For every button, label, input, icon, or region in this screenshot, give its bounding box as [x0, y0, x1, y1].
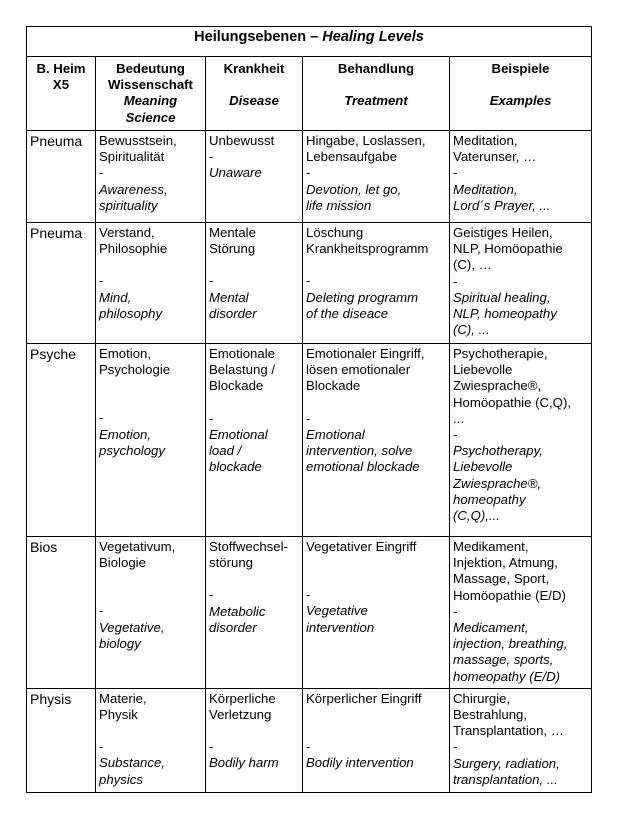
treatment-english-line: Vegetative	[306, 603, 368, 619]
separator-dash: -	[99, 273, 104, 289]
separator-dash: -	[99, 739, 104, 755]
treatment-german-line: lösen emotionaler	[306, 362, 411, 378]
separator-dash: -	[306, 273, 311, 289]
meaning-german-line: Bewusstsein,	[99, 133, 177, 148]
level-cell: Pneuma	[27, 223, 96, 344]
treatment-english-line: Devotion, let go,	[306, 181, 402, 197]
disease-german-line: Verletzung	[209, 707, 272, 723]
disease-german-line: störung	[209, 555, 253, 571]
examples-english-line: Lord´s Prayer, ...	[453, 197, 551, 213]
examples-german-line: Geistiges Heilen,	[453, 225, 553, 240]
disease-german-line: Belastung /	[209, 362, 275, 378]
examples-english-line: homeopathy (E/D)	[453, 668, 561, 684]
meaning-german-line: Vegetativum,	[99, 539, 176, 554]
meaning-german-line: Spiritualität	[99, 149, 165, 165]
separator-dash: -	[453, 603, 458, 619]
disease-german-line: Unbewusst	[209, 133, 275, 148]
meaning-english-line: spirituality	[99, 197, 158, 213]
examples-english-line: transplantation, ...	[453, 771, 558, 787]
level-cell: Pneuma	[27, 131, 96, 223]
header-row	[27, 57, 592, 131]
examples-german-line: Vaterunser, …	[453, 149, 537, 165]
examples-german-line: ...	[453, 410, 464, 426]
disease-german-line: Körperliche	[209, 690, 276, 706]
disease-german-line: Blockade	[209, 378, 264, 394]
treatment-english-line: of the diseace	[306, 305, 389, 321]
examples-english-line: (C,Q),...	[453, 508, 500, 524]
treatment-english-line: Emotional	[306, 426, 365, 442]
meaning-english-line: philosophy	[99, 305, 163, 321]
examples-german-line: Transplantation, …	[453, 723, 564, 739]
examples-english-line: Psychotherapy,	[453, 443, 543, 459]
treatment-english-line: life mission	[306, 197, 372, 213]
examples-german-line: Bestrahlung,	[453, 707, 528, 723]
examples-cell	[450, 344, 592, 537]
treatment-german-line: Krankheitsprogramm	[306, 241, 429, 257]
examples-english-line: homeopathy	[453, 491, 526, 507]
disease-cell	[206, 537, 303, 689]
separator-dash: -	[453, 427, 458, 443]
meaning-german-line: Physik	[99, 707, 138, 723]
disease-german-line: Stoffwechsel-	[209, 539, 288, 554]
examples-english-line: NLP, homeopathy	[453, 306, 557, 322]
separator-dash: -	[306, 165, 311, 181]
meaning-cell	[96, 344, 206, 537]
separator-dash: -	[453, 273, 458, 289]
examples-cell	[450, 688, 592, 792]
meaning-english-line: psychology	[99, 442, 165, 458]
treatment-cell	[303, 537, 450, 689]
meaning-english-line: biology	[99, 635, 141, 651]
examples-german-line: Zwiesprache®,	[453, 378, 542, 394]
examples-english-line: injection, breathing,	[453, 636, 568, 652]
treatment-english-line: intervention, solve	[306, 443, 413, 459]
disease-cell	[206, 223, 303, 344]
treatment-english-line: emotional blockade	[306, 459, 420, 475]
disease-english-line: Unaware	[209, 165, 262, 181]
examples-german-line: Homöopathie (C,Q),	[453, 394, 571, 410]
examples-english-line: Liebevolle	[453, 459, 513, 475]
treatment-german-line: Lebensaufgabe	[306, 149, 397, 165]
examples-german-line: Massage, Sport,	[453, 571, 550, 587]
separator-dash: -	[209, 587, 214, 603]
examples-german-line: Injektion, Atmung,	[453, 555, 558, 571]
disease-german-line: Mentale	[209, 225, 256, 240]
level-cell: Physis	[27, 688, 96, 792]
examples-german-line: NLP, Homöopathie	[453, 241, 563, 257]
meaning-german-line: Materie,	[99, 690, 147, 706]
meaning-german-line: Verstand,	[99, 225, 155, 240]
table-row	[27, 223, 592, 344]
treatment-cell	[303, 688, 450, 792]
treatment-german-line: Hingabe, Loslassen,	[306, 133, 426, 148]
treatment-german-line: Körperlicher Eingriff	[306, 690, 422, 706]
examples-english-line: Meditation,	[453, 181, 518, 197]
separator-dash: -	[99, 165, 104, 181]
examples-english-line: Zwiesprache®,	[453, 475, 542, 491]
separator-dash: -	[306, 739, 311, 755]
meaning-cell	[96, 223, 206, 344]
header-disease: Krankheit Disease	[206, 57, 303, 131]
disease-english-line: disorder	[209, 305, 257, 321]
meaning-english-line: physics	[99, 771, 143, 787]
level-cell: Bios	[27, 537, 96, 689]
separator-dash: -	[306, 587, 311, 603]
disease-english-line: Bodily harm	[209, 755, 279, 771]
treatment-english-line: Bodily intervention	[306, 755, 414, 771]
separator-dash: -	[99, 603, 104, 619]
treatment-german-line: Emotionaler Eingriff,	[306, 346, 425, 361]
table-row	[27, 537, 592, 689]
separator-dash: -	[209, 410, 214, 426]
disease-german-line: Störung	[209, 241, 256, 257]
meaning-english-line: Substance,	[99, 755, 165, 771]
healing-levels-table	[26, 26, 592, 793]
header-meaning: Bedeutung Wissenschaft Meaning Science	[96, 57, 206, 131]
meaning-english-line: Vegetative,	[99, 619, 165, 635]
disease-cell	[206, 131, 303, 223]
separator-dash: -	[99, 410, 104, 426]
title-german: Heilungsebenen –	[194, 29, 319, 45]
meaning-cell	[96, 688, 206, 792]
examples-cell	[450, 131, 592, 223]
examples-cell	[450, 223, 592, 344]
treatment-cell	[303, 344, 450, 537]
level-cell: Psyche	[27, 344, 96, 537]
separator-dash: -	[209, 149, 214, 165]
meaning-german-line: Philosophie	[99, 241, 168, 257]
separator-dash: -	[209, 739, 214, 755]
disease-english-line: Emotional	[209, 426, 268, 442]
examples-german-line: (C), …	[453, 257, 492, 273]
examples-english-line: Surgery, radiation,	[453, 755, 560, 771]
disease-english-line: Metabolic	[209, 603, 266, 619]
examples-german-line: Liebevolle	[453, 362, 513, 378]
treatment-cell	[303, 131, 450, 223]
separator-dash: -	[453, 739, 458, 755]
header-examples: Beispiele Examples	[450, 57, 592, 131]
table-row	[27, 131, 592, 223]
disease-cell	[206, 688, 303, 792]
treatment-german-line: Blockade	[306, 378, 361, 394]
treatment-english-line: intervention	[306, 619, 375, 635]
disease-cell	[206, 344, 303, 537]
meaning-english-line: Awareness,	[99, 181, 168, 197]
disease-english-line: disorder	[209, 619, 257, 635]
examples-german-line: Medikament,	[453, 539, 529, 554]
table-row	[27, 344, 592, 537]
meaning-cell	[96, 537, 206, 689]
treatment-english-line: Deleting programm	[306, 289, 419, 305]
meaning-german-line: Biologie	[99, 555, 146, 571]
separator-dash: -	[306, 410, 311, 426]
examples-english-line: massage, sports,	[453, 652, 554, 668]
separator-dash: -	[209, 273, 214, 289]
examples-german-line: Homöopathie (E/D)	[453, 587, 566, 603]
treatment-german-line: Löschung	[306, 225, 364, 240]
table-title	[27, 27, 592, 57]
disease-english-line: Mental	[209, 289, 249, 305]
table-row	[27, 688, 592, 792]
examples-cell	[450, 537, 592, 689]
meaning-german-line: Emotion,	[99, 346, 152, 361]
title-english: Healing Levels	[322, 29, 424, 45]
examples-english-line: Medicament,	[453, 620, 529, 636]
disease-english-line: blockade	[209, 459, 262, 475]
examples-english-line: Spiritual healing,	[453, 289, 551, 305]
examples-german-line: Psychotherapie,	[453, 346, 548, 361]
treatment-cell	[303, 223, 450, 344]
examples-german-line: Meditation,	[453, 133, 518, 148]
meaning-german-line: Psychologie	[99, 362, 171, 378]
table-body	[27, 131, 592, 793]
header-level: B. Heim X5	[27, 57, 96, 131]
meaning-english-line: Mind,	[99, 289, 132, 305]
disease-german-line: Emotionale	[209, 346, 275, 361]
separator-dash: -	[453, 165, 458, 181]
disease-english-line: load /	[209, 443, 242, 459]
examples-german-line: Chirurgie,	[453, 690, 511, 706]
meaning-cell	[96, 131, 206, 223]
header-treatment: Behandlung Treatment	[303, 57, 450, 131]
meaning-english-line: Emotion,	[99, 426, 152, 442]
treatment-german-line: Vegetativer Eingriff	[306, 539, 417, 554]
examples-english-line: (C), ...	[453, 322, 490, 338]
